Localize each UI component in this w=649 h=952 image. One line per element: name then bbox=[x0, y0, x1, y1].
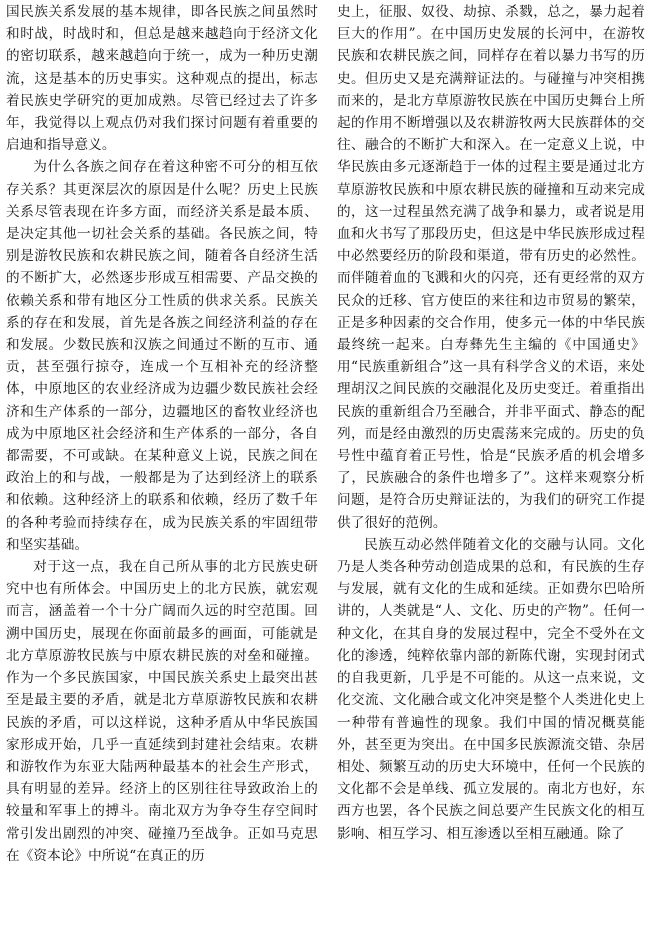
paragraph: 史上，征服、奴役、劫掠、杀戮，总之，暴力起着巨大的作用”。在中国历史发展的长河中，在游牧民族和农耕民族之间，同样存在着以暴力书写的历史。但历史又是充满辩证法的。与碰撞与冲突相携而来的，是北方草原游牧民族在中国历史舞台上所起的作用不断增强以及农耕游牧两大民族群体的交往、融合的不断扩大和深入。在一定意义上说，中华民族由多元逐渐趋于一体的过程主要是通过北方草原游牧民族和中原农耕民族的碰撞和互动来完成的，这一过程虽然充满了战争和暴力，或者说是用血和火书写了那段历史，但这是中华民族形成过程中必然要经历的阶段和渠道，带有历史的必然性。而伴随着血的飞溅和火的闪亮，还有更经常的双方民众的迁移、官方使臣的来往和边市贸易的繁荣，正是多种因素的交合作用，使多元一体的中华民族最终统一起来。白寿彝先生主编的《中国通史》用“民族重新组合”这一具有科学含义的术语，来处理胡汉之间民族的交融混化及历史变迁。着重指出民族的重新组合乃至融合，并非平面式、静态的配列，而是经由激烈的历史震荡来完成的。历史的负号性中蕴育着正号性，恰是“民族矛盾的机会增多了，民族融合的条件也增多了”。这样来观察分析问题，是符合历史辩证法的，为我们的研究工作提供了很好的范例。 bbox=[337, 4, 645, 531]
left-column bbox=[6, 1, 318, 951]
paragraph: 国民族关系发展的基本规律，即各民族之间虽然时和时战，时战时和，但总是越来越趋向于经济文化的密切联系，越来越趋向于统一，成为一种历史潮流，这是基本的历史事实。这种观点的提出，标志着民族史学研究的更加成熟。尽管已经过去了许多年，我觉得以上观点仍对我们探讨问题有着重要的启迪和指导意义。 bbox=[6, 4, 318, 154]
paragraph: 为什么各族之间存在着这种密不可分的相互依存关系？其更深层次的原因是什么呢？历史上民族关系尽管表现在许多方面，而经济关系是最本质、是决定其他一切社会关系的基础。各民族之间，特别是游牧民族和农耕民族之间，随着各自经济生活的不断扩大，必然逐步形成互相需要、产品交换的依赖关系和带有地区分工性质的供求关系。民族关系的存在和发展，首先是各族之间经济利益的存在和发展。少数民族和汉族之间通过不断的互市、通贡，甚至强行掠夺，连成一个互相补充的经济整体，中原地区的农业经济成为边疆少数民族社会经济和生产体系的一部分，边疆地区的畜牧业经济也成为中原地区社会经济和生产体系的一部分，各自都需要，不可或缺。在某种意义上说，民族之间在政治上的和与战，一般都是为了达到经济上的联系和依赖。这种经济上的联系和依赖，经历了数千年的各种考验而持续存在，成为民族关系的牢固纽带和坚实基础。 bbox=[6, 159, 318, 553]
paragraph: 对于这一点，我在自己所从事的北方民族史研究中也有所体会。中国历史上的北方民族，就宏观而言，涵盖着一个十分广阔而久远的时空范围。回溯中国历史，展现在你面前最多的画面，可能就是北方草原游牧民族与中原农耕民族的对垒和碰撞。作为一个多民族国家，中国民族关系史上最突出甚至是最主要的矛盾，就是北方草原游牧民族和农耕民族的矛盾，可以这样说，这种矛盾从中华民族国家形成开始，几乎一直延续到封建社会结束。农耕和游牧作为东亚大陆两种最基本的社会生产形式，具有明显的差异。经济上的区别往往导致政治上的较量和军事上的搏斗。南北双方为争夺生存空间时常引发出剧烈的冲突、碰撞乃至战争。正如马克思在《资本论》中所说“在真正的历 bbox=[6, 559, 318, 864]
paragraph: 民族互动必然伴随着文化的交融与认同。文化乃是人类各种劳动创造成果的总和，有民族的生存与发展，就有文化的生成和延续。正如费尔巴哈所讲的，人类就是“人、文化、历史的产物”。任何一种文化，在其自身的发展过程中，完全不受外在文化的渗透，纯粹依靠内部的新陈代谢，实现封闭式的自我更新，几乎是不可能的。从这一点来说，文化交流、文化融合或文化冲突是整个人类进化史上一种带有普遍性的现象。我们中国的情况概莫能外，甚至更为突出。在中国多民族源流交错、杂居相处、频繁互动的历史大环境中，任何一个民族的文化都不会是单线、孤立发展的。南北方也好，东西方也罢，各个民族之间总要产生民族文化的相互影响、相互学习、相互渗透以至相互融通。除了 bbox=[337, 536, 645, 842]
right-column bbox=[337, 1, 645, 951]
